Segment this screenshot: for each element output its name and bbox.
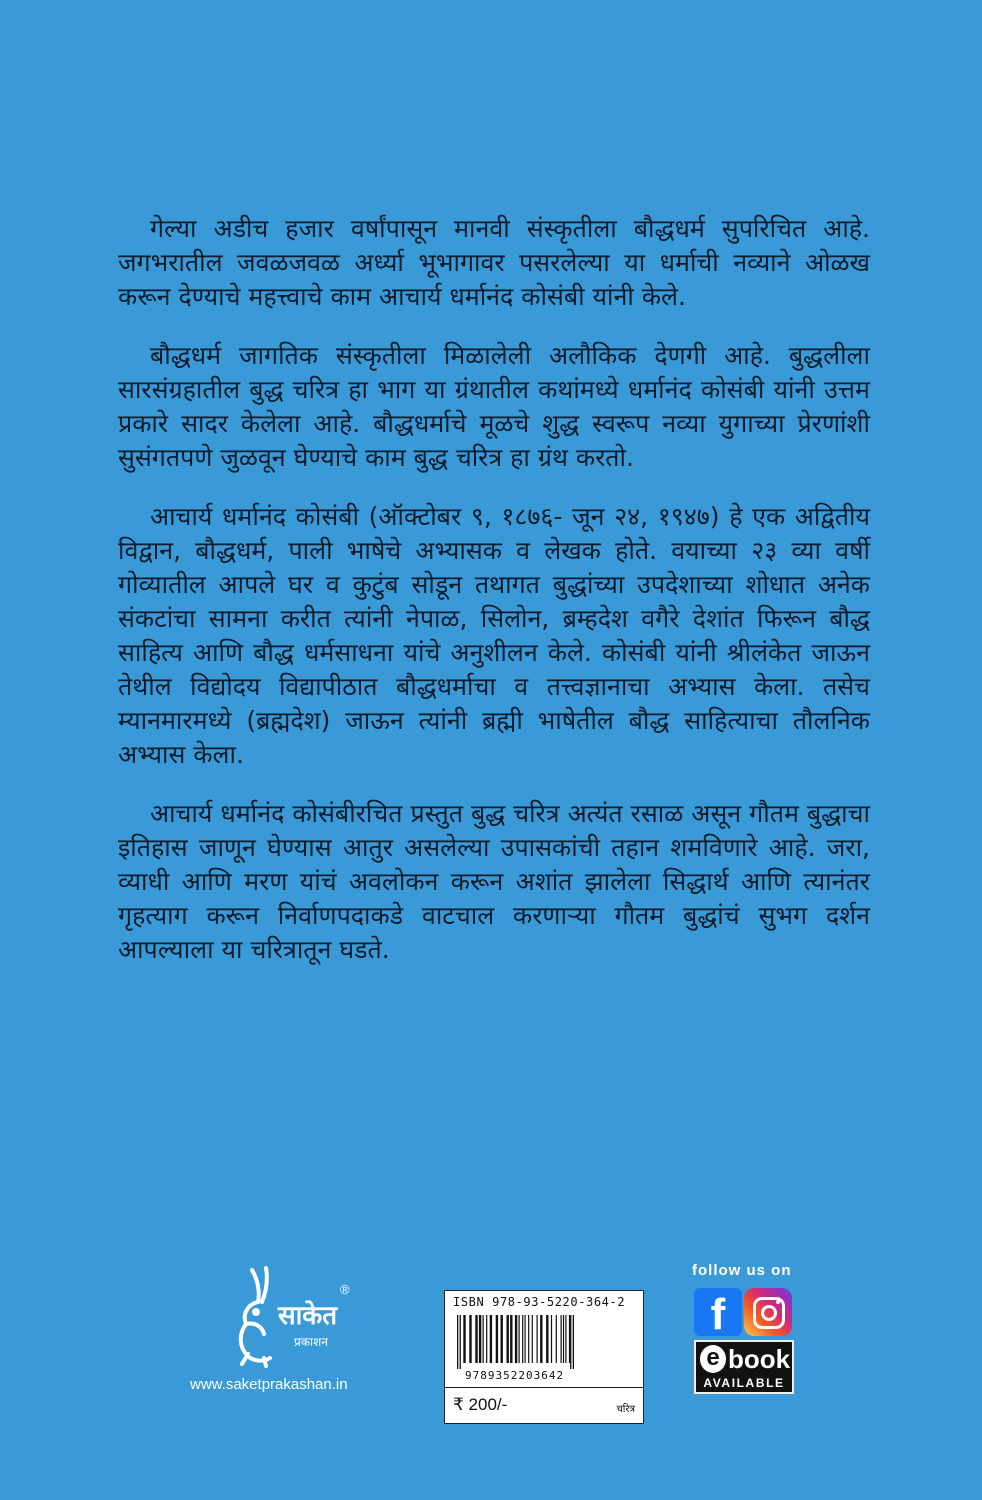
price-divider — [445, 1387, 643, 1388]
barcode-bar — [556, 1315, 557, 1363]
isbn-label: ISBN 978-93-5220-364-2 — [453, 1295, 626, 1309]
barcode-bar — [501, 1315, 503, 1363]
isbn-barcode-box — [444, 1290, 644, 1424]
back-cover-blurb — [118, 212, 870, 992]
barcode-bar — [479, 1315, 481, 1363]
barcode-guard-bar — [570, 1315, 571, 1369]
publisher-url[interactable]: www.saketprakashan.in — [190, 1376, 348, 1393]
barcode-bar — [565, 1315, 566, 1363]
barcode-bar — [528, 1315, 529, 1363]
logo-wordmark: साकेत — [278, 1301, 338, 1331]
barcode-bar — [525, 1315, 526, 1363]
barcode-bar — [475, 1315, 477, 1363]
ebook-word: book — [728, 1344, 791, 1374]
ebook-available-badge[interactable] — [694, 1340, 794, 1394]
social-links — [690, 1262, 800, 1432]
blurb-paragraph-3: आचार्य धर्मानंद कोसंबी (ऑक्टोबर ९, १८७६- जून २४, १९४७) हे एक अद्वितीय विद्वान, बौद्धधर्म, पाली भाषेचे अभ्यासक व लेखक होते. वयाच्या २३ व्या वर्षी गोव्यातील आपले घर व कुटुंब सोडून तथागत बुद्धांच्या उपदेशाच्या शोधात अनेक संकटांचा सामना करीत त्यांनी नेपाळ, सिलोन, ब्रम्हदेश वगैरे देशांत फिरून बौद्ध साहित्य आणि बौद्ध धर्मसाधना यांचे अनुशीलन केले. कोसंबी यांनी श्रीलंकेत जाऊन तेथील विद्योदय विद्यापीठात बौद्धधर्माचा व तत्त्वज्ञानाचा अभ्यास केला. तसेच म्यानमारमध्ये (ब्रह्मदेश) जाऊन त्यांनी ब्रह्मी भाषेतील बौद्ध साहित्याचा तौलनिक अभ्यास केला. — [118, 502, 870, 769]
blurb-paragraph-4: आचार्य धर्मानंद कोसंबीरचित प्रस्तुत बुद्ध चरित्र अत्यंत रसाळ असून गौतम बुद्धाचा इतिहास जाणून घेण्यास आतुर असलेल्या उपासकांची तहान शमविणारे आहे. जरा, व्याधी आणि मरण यांचं अवलोकन करून अशांत झालेला सिद्धार्थ आणि त्यानंतर गृहत्याग करून निर्वाणपदाकडे वाटचाल करणाऱ्या गौतम बुद्धांचं सुभग दर्शन आपल्याला या चरित्रातून घडते. — [118, 799, 870, 964]
barcode-bar — [546, 1315, 548, 1363]
barcode-bar — [569, 1315, 570, 1363]
barcode-bar — [507, 1315, 509, 1363]
instagram-lens — [761, 1305, 777, 1321]
price: ₹ 200/- — [453, 1395, 508, 1414]
barcode-bar — [519, 1315, 520, 1363]
barcode-bar — [486, 1315, 487, 1363]
barcode-bar — [490, 1315, 492, 1363]
barcode-bar — [540, 1315, 542, 1363]
blurb-paragraph-2: बौद्धधर्म जागतिक संस्कृतीला मिळालेली अलौकिक देणगी आहे. बुद्धलीला सारसंग्रहातील बुद्ध चरित्र हा भाग या ग्रंथातील कथांमध्ये धर्मानंद कोसंबी यांनी उत्तम प्रकारे सादर केलेला आहे. बौद्धधर्माचे मूळचे शुद्ध स्वरूप नव्या युगाच्या प्रेरणांशी सुसंगतपणे जुळवून घेण्याचे काम बुद्ध चरित्र हा ग्रंथ करतो. — [118, 341, 870, 472]
registered-mark: ® — [340, 1282, 350, 1297]
instagram-icon[interactable] — [744, 1288, 792, 1336]
barcode-number: 9789352203642 — [465, 1369, 565, 1382]
barcode-bar — [463, 1315, 465, 1363]
logo-subtext: प्रकाशन — [294, 1335, 328, 1349]
barcode-bar — [483, 1315, 484, 1363]
barcode-bar — [537, 1315, 538, 1363]
barcode-bar — [532, 1315, 533, 1363]
barcode-bar — [510, 1315, 512, 1363]
barcode-bar — [469, 1315, 471, 1363]
follow-us-label: follow us on — [692, 1262, 792, 1279]
publisher-logo — [188, 1262, 398, 1402]
blurb-paragraph-1: गेल्या अडीच हजार वर्षांपासून मानवी संस्कृतीला बौद्धधर्म सुपरिचित आहे. जगभरातील जवळजवळ अर्ध्या भूभागावर पसरलेल्या या धर्माची नव्याने ओळख करून देण्याचे महत्त्वाचे काम आचार्य धर्मानंद कोसंबी यांनी केले. — [118, 214, 870, 311]
barcode-bar — [496, 1315, 498, 1363]
rabbit-logo-icon — [218, 1262, 348, 1372]
barcode-bar — [551, 1315, 552, 1363]
instagram-dot — [776, 1300, 780, 1304]
ebook-e-icon: e — [700, 1345, 726, 1373]
barcode-bar — [561, 1315, 562, 1363]
facebook-icon[interactable]: f — [694, 1288, 742, 1336]
barcode-guard-bar — [573, 1315, 574, 1369]
barcode-bar — [522, 1315, 523, 1363]
barcode-guard-bar — [460, 1315, 461, 1369]
barcode-guard-bar — [457, 1315, 458, 1369]
genre-tag: चरित्र — [616, 1404, 635, 1415]
available-label: AVAILABLE — [703, 1376, 785, 1390]
barcode-image — [455, 1315, 635, 1369]
barcode-bar — [563, 1315, 564, 1363]
barcode-bar — [515, 1315, 517, 1363]
